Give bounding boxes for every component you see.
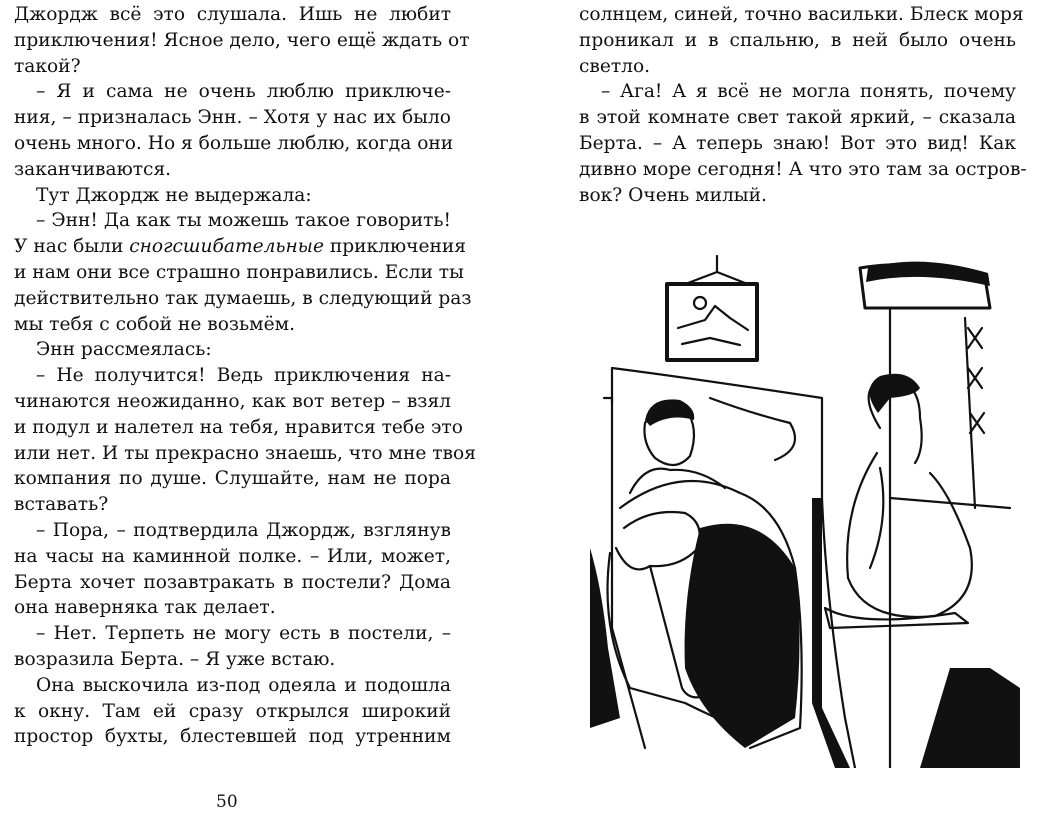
left-text-line: Берта хочет позавтракать в постели? Дома bbox=[14, 571, 451, 593]
left-text-line: чинаются неожиданно, как вот ветер – взял bbox=[14, 390, 451, 412]
right-text-line: дивно море сегодня! А что это там за остров- bbox=[579, 158, 1027, 180]
left-text-line: компания по душе. Слушайте, нам не пора bbox=[14, 468, 451, 490]
left-text-line: возразила Берта. – Я уже встаю. bbox=[14, 648, 336, 670]
page-number: 50 bbox=[216, 792, 238, 812]
right-text-line: солнцем, синей, точно васильки. Блеск моря bbox=[579, 4, 1024, 25]
left-text-line: и нам они все страшно понравились. Если ты bbox=[14, 261, 464, 283]
right-text-line: в этой комнате свет такой яркий, – сказала bbox=[579, 107, 1016, 129]
right-text-line: проникал и в спальню, в ней было очень bbox=[579, 29, 1016, 51]
left-text-line: действительно так думаешь, в следующий раз bbox=[14, 287, 472, 309]
left-text-line: Джордж всё это слушала. Ишь не любит bbox=[14, 4, 451, 25]
left-text-line: У нас были сногсшибательные приключения bbox=[14, 236, 466, 258]
left-text-line: заканчиваются. bbox=[14, 158, 172, 180]
left-text-line: приключения! Ясное дело, чего ещё ждать от bbox=[14, 29, 470, 51]
left-text-line: или нет. И ты прекрасно знаешь, что мне твоя bbox=[14, 442, 476, 464]
left-text-line: и подул и налетел на тебя, нравится тебе это bbox=[14, 416, 463, 438]
left-text-line: Энн рассмеялась: bbox=[36, 339, 212, 361]
left-text-line: Тут Джордж не выдержала: bbox=[36, 184, 312, 206]
right-text-line: – Ага! А я всё не могла понять, почему bbox=[601, 81, 1016, 103]
left-text-line: – Нет. Терпеть не могу есть в постели, – bbox=[36, 623, 451, 645]
right-text-line: светло. bbox=[579, 55, 651, 77]
left-text-line: – Энн! Да как ты можешь такое говорить! bbox=[36, 210, 451, 232]
left-text-line: она наверняка так делает. bbox=[14, 597, 276, 619]
book-illustration bbox=[590, 248, 1020, 768]
left-text-line: Она выскочила из-под одеяла и подошла bbox=[36, 674, 451, 696]
left-text-line: – Я и сама не очень люблю приключе- bbox=[36, 81, 451, 103]
right-text-line: Берта. – А теперь знаю! Вот это вид! Как bbox=[579, 132, 1016, 154]
right-text-line: вок? Очень милый. bbox=[579, 184, 767, 206]
left-text-line: – Пора, – подтвердила Джордж, взглянув bbox=[36, 519, 451, 541]
left-text-line: на часы на каминной полке. – Или, может, bbox=[14, 545, 451, 567]
left-text-line: простор бухты, блестевшей под утренним bbox=[14, 726, 451, 748]
left-text-line: к окну. Там ей сразу открылся широкий bbox=[14, 700, 451, 722]
left-text-line: мы тебя с собой не возьмём. bbox=[14, 313, 295, 335]
right-column bbox=[579, 2, 1027, 208]
left-text-line: ния, – призналась Энн. – Хотя у нас их было bbox=[14, 107, 451, 129]
left-text-line: такой? bbox=[14, 55, 81, 77]
left-text-line: очень много. Но я больше люблю, когда они bbox=[14, 132, 454, 154]
left-text-line: – Не получится! Ведь приключения на- bbox=[36, 365, 451, 387]
left-text-line: вставать? bbox=[14, 494, 109, 516]
left-column bbox=[14, 2, 476, 750]
